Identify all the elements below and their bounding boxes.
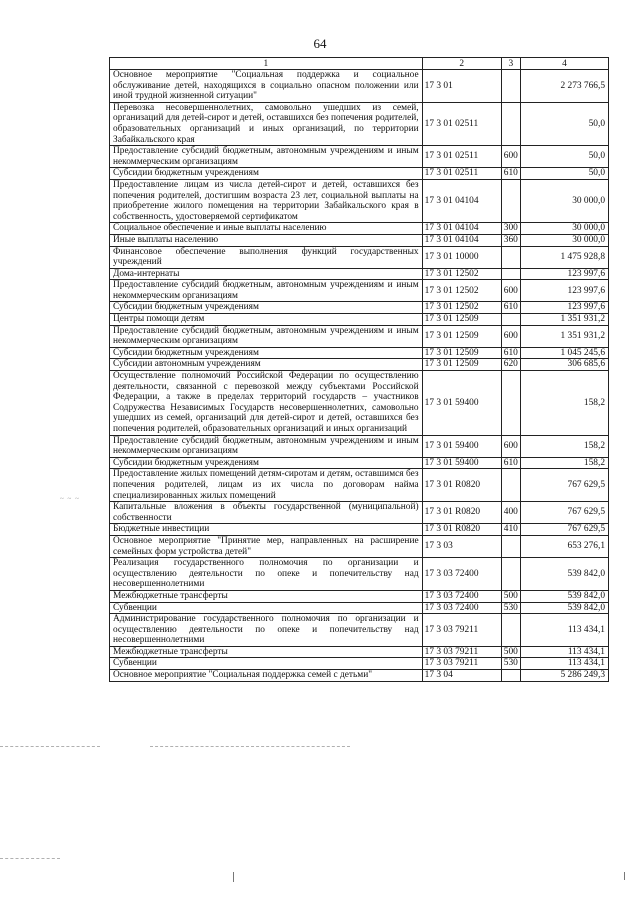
row-type (501, 102, 520, 145)
row-type: 600 (501, 435, 520, 457)
row-amount: 539 842,0 (520, 602, 608, 614)
row-type: 600 (501, 146, 520, 168)
row-type: 600 (501, 325, 520, 347)
row-name: Администрирование государственного полномочия по организации и осуществлению деятельности по опеке и попечительству над несовершеннолетними (110, 614, 423, 647)
row-amount: 158,2 (520, 371, 608, 436)
row-name: Субсидии бюджетным учреждениям (110, 457, 423, 469)
row-type (501, 670, 520, 682)
row-type: 610 (501, 302, 520, 314)
row-name: Капитальные вложения в объекты государственной (муниципальной) собственности (110, 502, 423, 524)
table-row (110, 658, 609, 670)
row-type: 360 (501, 234, 520, 246)
row-type (501, 246, 520, 268)
row-name: Бюджетные инвестиции (110, 524, 423, 536)
row-amount: 5 286 249,3 (520, 670, 608, 682)
row-code: 17 3 03 72400 (422, 590, 501, 602)
row-code: 17 3 03 72400 (422, 558, 501, 591)
row-name: Иные выплаты населению (110, 234, 423, 246)
row-name: Субсидии бюджетным учреждениям (110, 302, 423, 314)
row-type: 610 (501, 457, 520, 469)
table-row (110, 646, 609, 658)
margin-dash-line (150, 746, 350, 747)
table-row (110, 347, 609, 359)
row-name: Межбюджетные трансферты (110, 590, 423, 602)
header-col-name: 1 (110, 58, 423, 70)
row-code: 17 3 03 79211 (422, 646, 501, 658)
margin-dash-line (0, 746, 100, 747)
table-row (110, 435, 609, 457)
row-amount: 30 000,0 (520, 179, 608, 222)
row-code: 17 3 01 R0820 (422, 524, 501, 536)
margin-dash-line (0, 858, 60, 859)
row-type: 500 (501, 646, 520, 658)
margin-scribble: ~ ~ ~ (60, 495, 80, 503)
table-row (110, 325, 609, 347)
row-code: 17 3 01 02511 (422, 168, 501, 180)
row-type (501, 614, 520, 647)
budget-table (109, 57, 609, 682)
row-name: Субсидии бюджетным учреждениям (110, 168, 423, 180)
row-name: Реализация государственного полномочия по организации и осуществлению деятельности по опеке и попечительству над несовершеннолетними (110, 558, 423, 591)
table-row (110, 302, 609, 314)
row-code: 17 3 01 12509 (422, 359, 501, 371)
row-name: Субвенции (110, 602, 423, 614)
row-name: Межбюджетные трансферты (110, 646, 423, 658)
row-name: Основное мероприятие "Принятие мер, направленных на расширение семейных форм устройства детей" (110, 535, 423, 557)
table-row (110, 246, 609, 268)
row-code: 17 3 01 12502 (422, 302, 501, 314)
header-col-amount: 4 (520, 58, 608, 70)
row-type: 410 (501, 524, 520, 536)
table-row (110, 535, 609, 557)
row-code: 17 3 01 12502 (422, 280, 501, 302)
scan-artifact (624, 872, 625, 880)
table-row (110, 70, 609, 103)
row-amount: 50,0 (520, 146, 608, 168)
row-name: Субвенции (110, 658, 423, 670)
row-code: 17 3 01 R0820 (422, 469, 501, 502)
row-name: Перевозка несовершеннолетних, самовольно ушедших из семей, организаций для детей-сирот и детей, оставшихся без попечения родителей, образовательных организаций и иных организаций, по территории Забайкальского края (110, 102, 423, 145)
row-type (501, 371, 520, 436)
row-name: Социальное обеспечение и иные выплаты населению (110, 223, 423, 235)
row-name: Дома-интернаты (110, 268, 423, 280)
row-code: 17 3 01 10000 (422, 246, 501, 268)
row-type (501, 314, 520, 326)
row-amount: 113 434,1 (520, 614, 608, 647)
row-name: Центры помощи детям (110, 314, 423, 326)
table-row (110, 602, 609, 614)
row-code: 17 3 03 72400 (422, 602, 501, 614)
row-code: 17 3 03 79211 (422, 614, 501, 647)
row-code: 17 3 01 12509 (422, 314, 501, 326)
row-type: 400 (501, 502, 520, 524)
row-amount: 539 842,0 (520, 558, 608, 591)
row-name: Субсидии автономным учреждениям (110, 359, 423, 371)
row-amount: 30 000,0 (520, 234, 608, 246)
row-amount: 1 045 245,6 (520, 347, 608, 359)
row-code: 17 3 01 59400 (422, 435, 501, 457)
table-row (110, 614, 609, 647)
row-amount: 50,0 (520, 102, 608, 145)
row-amount: 1 351 931,2 (520, 325, 608, 347)
table-row (110, 371, 609, 436)
table-row (110, 268, 609, 280)
table-row (110, 359, 609, 371)
table-row (110, 502, 609, 524)
row-name: Предоставление субсидий бюджетным, автономным учреждениям и иным некоммерческим организациям (110, 146, 423, 168)
row-type: 610 (501, 347, 520, 359)
row-amount: 113 434,1 (520, 646, 608, 658)
row-code: 17 3 01 12509 (422, 325, 501, 347)
table-row (110, 179, 609, 222)
row-amount: 767 629,5 (520, 469, 608, 502)
table-row (110, 590, 609, 602)
row-type (501, 469, 520, 502)
row-code: 17 3 03 79211 (422, 658, 501, 670)
scan-artifact (233, 872, 234, 882)
row-name: Предоставление субсидий бюджетным, автономным учреждениям и иным некоммерческим организациям (110, 325, 423, 347)
row-type (501, 535, 520, 557)
header-col-code: 2 (422, 58, 501, 70)
table-row (110, 146, 609, 168)
row-amount: 50,0 (520, 168, 608, 180)
row-amount: 653 276,1 (520, 535, 608, 557)
row-amount: 113 434,1 (520, 658, 608, 670)
row-code: 17 3 01 02511 (422, 146, 501, 168)
row-type: 500 (501, 590, 520, 602)
row-amount: 123 997,6 (520, 302, 608, 314)
row-name: Осуществление полномочий Российской Федерации по осуществлению деятельности, связанной с перевозкой между субъектами Российской Федерации, а также в пределах территорий государств – участников Содружества Независимых Государств несовершеннолетних, самовольно ушедших из семей, организаций для детей-сирот и детей, оставшихся без попечения родителей, образовательных организаций и иных организаций (110, 371, 423, 436)
row-type: 300 (501, 223, 520, 235)
page-number: 64 (313, 36, 327, 51)
row-type: 620 (501, 359, 520, 371)
row-code: 17 3 01 04104 (422, 179, 501, 222)
row-amount: 2 273 766,5 (520, 70, 608, 103)
header-col-type: 3 (501, 58, 520, 70)
row-code: 17 3 01 59400 (422, 457, 501, 469)
row-type: 530 (501, 658, 520, 670)
row-name: Основное мероприятие "Социальная поддержка и социальное обслуживание детей, находящихся в социально опасном положении или иной трудной жизненной ситуации" (110, 70, 423, 103)
table-header-row (110, 58, 609, 70)
row-code: 17 3 01 04104 (422, 223, 501, 235)
row-amount: 767 629,5 (520, 502, 608, 524)
table-row (110, 524, 609, 536)
row-amount: 158,2 (520, 435, 608, 457)
row-type: 600 (501, 280, 520, 302)
row-code: 17 3 04 (422, 670, 501, 682)
table-row (110, 168, 609, 180)
row-code: 17 3 01 (422, 70, 501, 103)
row-amount: 30 000,0 (520, 223, 608, 235)
row-code: 17 3 03 (422, 535, 501, 557)
row-type (501, 558, 520, 591)
row-code: 17 3 01 12502 (422, 268, 501, 280)
row-type (501, 70, 520, 103)
row-type: 610 (501, 168, 520, 180)
row-amount: 1 475 928,8 (520, 246, 608, 268)
row-code: 17 3 01 R0820 (422, 502, 501, 524)
table-row (110, 469, 609, 502)
row-name: Предоставление субсидий бюджетным, автономным учреждениям и иным некоммерческим организациям (110, 280, 423, 302)
table-row (110, 314, 609, 326)
row-code: 17 3 01 04104 (422, 234, 501, 246)
row-amount: 123 997,6 (520, 268, 608, 280)
table-row (110, 102, 609, 145)
row-amount: 123 997,6 (520, 280, 608, 302)
row-name: Субсидии бюджетным учреждениям (110, 347, 423, 359)
row-name: Финансовое обеспечение выполнения функций государственных учреждений (110, 246, 423, 268)
row-amount: 158,2 (520, 457, 608, 469)
row-code: 17 3 01 59400 (422, 371, 501, 436)
row-type: 530 (501, 602, 520, 614)
row-name: Основное мероприятие "Социальная поддержка семей с детьми" (110, 670, 423, 682)
row-name: Предоставление субсидий бюджетным, автономным учреждениям и иным некоммерческим организациям (110, 435, 423, 457)
row-code: 17 3 01 02511 (422, 102, 501, 145)
row-amount: 306 685,6 (520, 359, 608, 371)
table-row (110, 280, 609, 302)
row-amount: 767 629,5 (520, 524, 608, 536)
table-row (110, 223, 609, 235)
table-row (110, 457, 609, 469)
row-name: Предоставление жилых помещений детям-сиротам и детям, оставшимся без попечения родителей, лицам из их числа по договорам найма специализированных жилых помещений (110, 469, 423, 502)
row-code: 17 3 01 12509 (422, 347, 501, 359)
row-amount: 539 842,0 (520, 590, 608, 602)
row-amount: 1 351 931,2 (520, 314, 608, 326)
row-type (501, 268, 520, 280)
table-row (110, 670, 609, 682)
table-row (110, 234, 609, 246)
table-row (110, 558, 609, 591)
row-name: Предоставление лицам из числа детей-сирот и детей, оставшихся без попечения родителей, достигшим возраста 23 лет, социальной выплаты на приобретение жилого помещения на территории Забайкальского края в собственность, удостоверяемой сертификатом (110, 179, 423, 222)
row-type (501, 179, 520, 222)
